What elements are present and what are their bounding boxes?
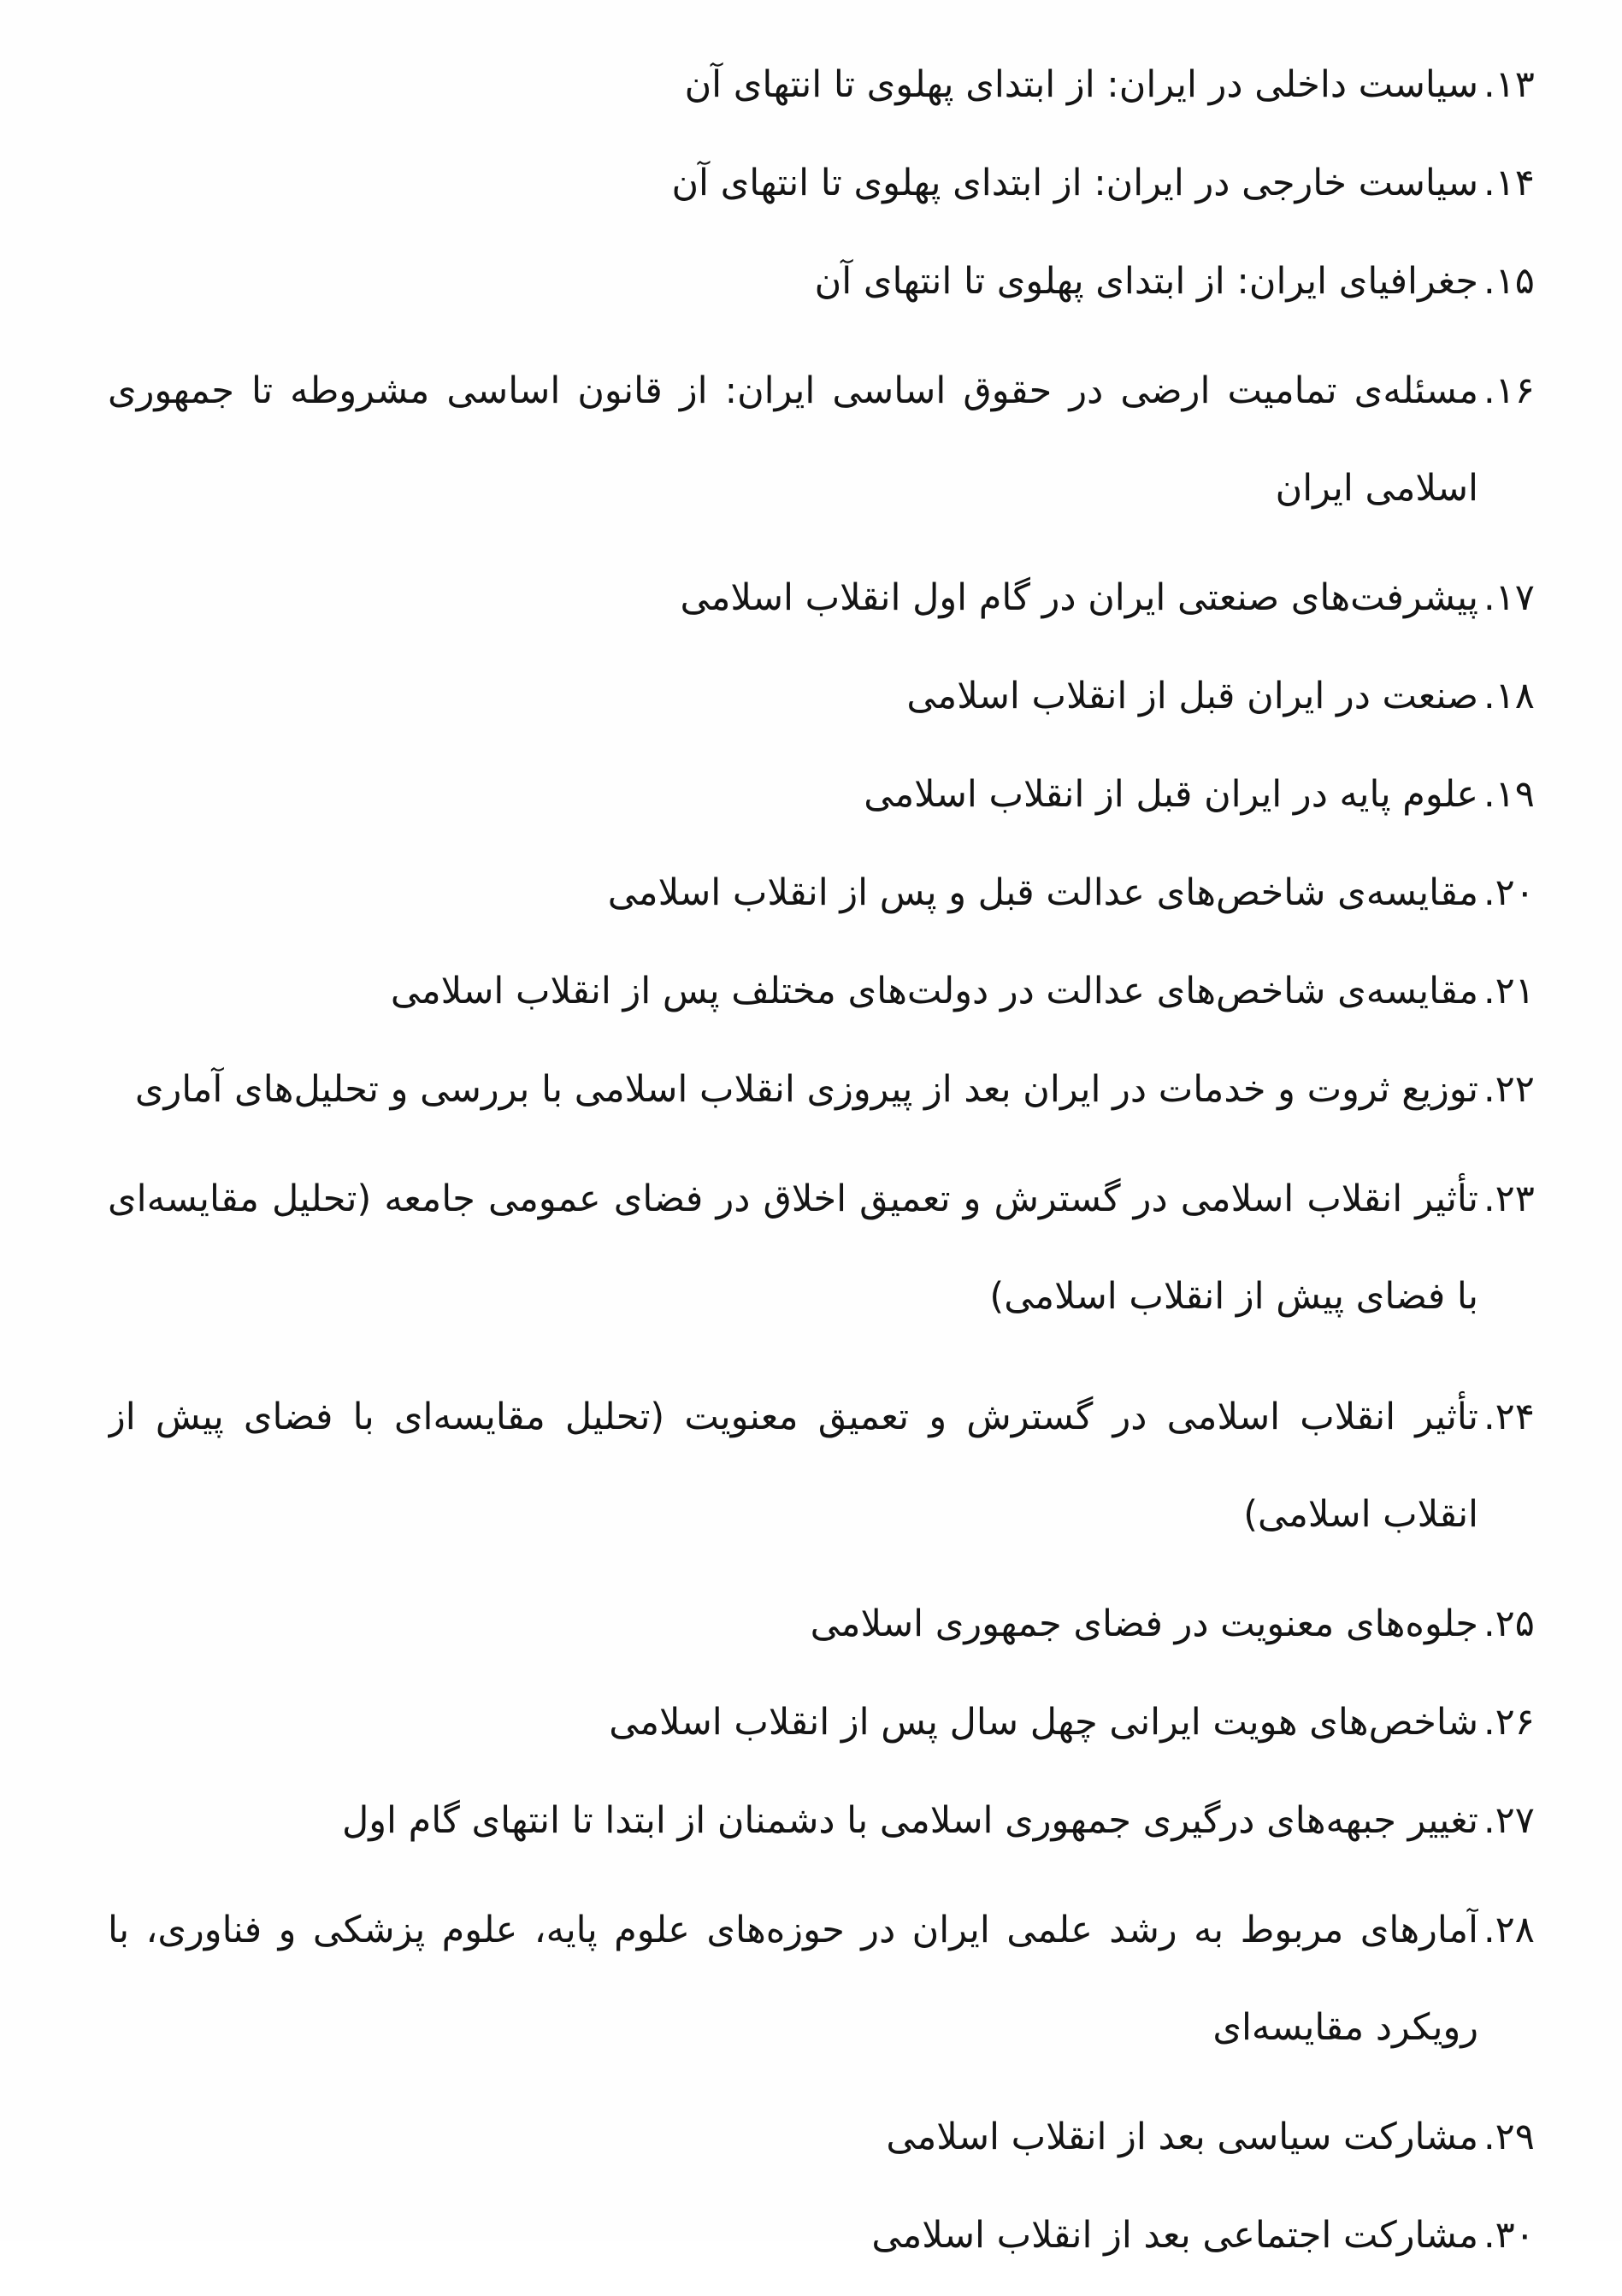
item-text: آمارهای مربوط به رشد علمی ایران در حوزه‌های علوم پایه، علوم پزشکی و فناوری، با رویکرد مقایسه‌ای	[108, 1909, 1478, 2049]
list-item	[0, 953, 1622, 1029]
item-text: تأثیر انقلاب اسلامی در گسترش و تعمیق اخلاق در فضای عمومی جامعه (تحلیل مقایسه‌ای با فضای پیش از انقلاب اسلامی)	[108, 1178, 1478, 1318]
list-item	[0, 757, 1622, 832]
item-number: ۲۴.	[1483, 1396, 1535, 1438]
item-text: جلوه‌های معنویت در فضای جمهوری اسلامی	[810, 1602, 1478, 1645]
item-number: ۱۷.	[1483, 576, 1535, 619]
list-item	[0, 145, 1622, 221]
list-item	[0, 1685, 1622, 1760]
list-item	[0, 2198, 1622, 2273]
item-text: مشارکت اجتماعی بعد از انقلاب اسلامی	[871, 2214, 1478, 2257]
item-number: ۲۳.	[1483, 1178, 1535, 1220]
item-text: مقایسه‌ی شاخص‌های عدالت در دولت‌های مختلف پس از انقلاب اسلامی	[390, 970, 1478, 1012]
item-number: ۱۶.	[1483, 369, 1535, 412]
item-text: سیاست خارجی در ایران: از ابتدای پهلوی تا انتهای آن	[671, 162, 1478, 204]
item-number: ۱۳.	[1483, 63, 1535, 106]
item-number: ۲۱.	[1483, 970, 1535, 1012]
item-number: ۲۲.	[1483, 1068, 1535, 1111]
item-number: ۱۹.	[1483, 773, 1535, 816]
item-text: مقایسه‌ی شاخص‌های عدالت قبل و پس از انقلاب اسلامی	[607, 871, 1478, 914]
item-number: ۱۸.	[1483, 675, 1535, 717]
research-topics-list	[0, 47, 1622, 2296]
list-item	[0, 1150, 1622, 1345]
item-text: تأثیر انقلاب اسلامی در گسترش و تعمیق معنویت (تحلیل مقایسه‌ای با فضای پیش از انقلاب اسلامی)	[108, 1396, 1478, 1536]
item-text: جغرافیای ایران: از ابتدای پهلوی تا انتهای آن	[814, 260, 1478, 303]
list-item	[0, 560, 1622, 635]
list-item	[0, 47, 1622, 122]
item-number: ۲۰.	[1483, 871, 1535, 914]
item-number: ۲۵.	[1483, 1602, 1535, 1645]
item-text: توزیع ثروت و خدمات در ایران بعد از پیروزی انقلاب اسلامی با بررسی و تحلیل‌های آماری	[134, 1068, 1478, 1111]
item-text: تغییر جبهه‌های درگیری جمهوری اسلامی با دشمنان از ابتدا تا انتهای گام اول	[342, 1799, 1478, 1842]
list-item	[0, 1881, 1622, 2076]
list-item	[0, 2099, 1622, 2175]
item-number: ۱۴.	[1483, 162, 1535, 204]
list-item	[0, 658, 1622, 734]
item-text: مشارکت سیاسی بعد از انقلاب اسلامی	[886, 2116, 1478, 2158]
item-number: ۱۵.	[1483, 260, 1535, 303]
item-number: ۳۰.	[1483, 2214, 1535, 2257]
item-text: سیاست داخلی در ایران: از ابتدای پهلوی تا انتهای آن	[684, 63, 1478, 106]
list-item	[0, 1783, 1622, 1858]
item-text: علوم پایه در ایران قبل از انقلاب اسلامی	[864, 773, 1478, 816]
item-number: ۲۷.	[1483, 1799, 1535, 1842]
list-item	[0, 855, 1622, 930]
list-item	[0, 1368, 1622, 1563]
item-text: شاخص‌های هویت ایرانی چهل سال پس از انقلاب اسلامی	[609, 1701, 1478, 1744]
item-number: ۲۸.	[1483, 1909, 1535, 1951]
item-text: مسئله‌ی تمامیت ارضی در حقوق اساسی ایران: از قانون اساسی مشروطه تا جمهوری اسلامی ایران	[108, 369, 1478, 510]
list-item	[0, 1586, 1622, 1662]
list-item	[0, 342, 1622, 537]
item-text: پیشرفت‌های صنعتی ایران در گام اول انقلاب اسلامی	[680, 576, 1478, 619]
list-item	[0, 244, 1622, 319]
item-number: ۲۹.	[1483, 2116, 1535, 2158]
item-text: صنعت در ایران قبل از انقلاب اسلامی	[906, 675, 1478, 717]
list-item	[0, 1052, 1622, 1127]
item-number: ۲۶.	[1483, 1701, 1535, 1744]
